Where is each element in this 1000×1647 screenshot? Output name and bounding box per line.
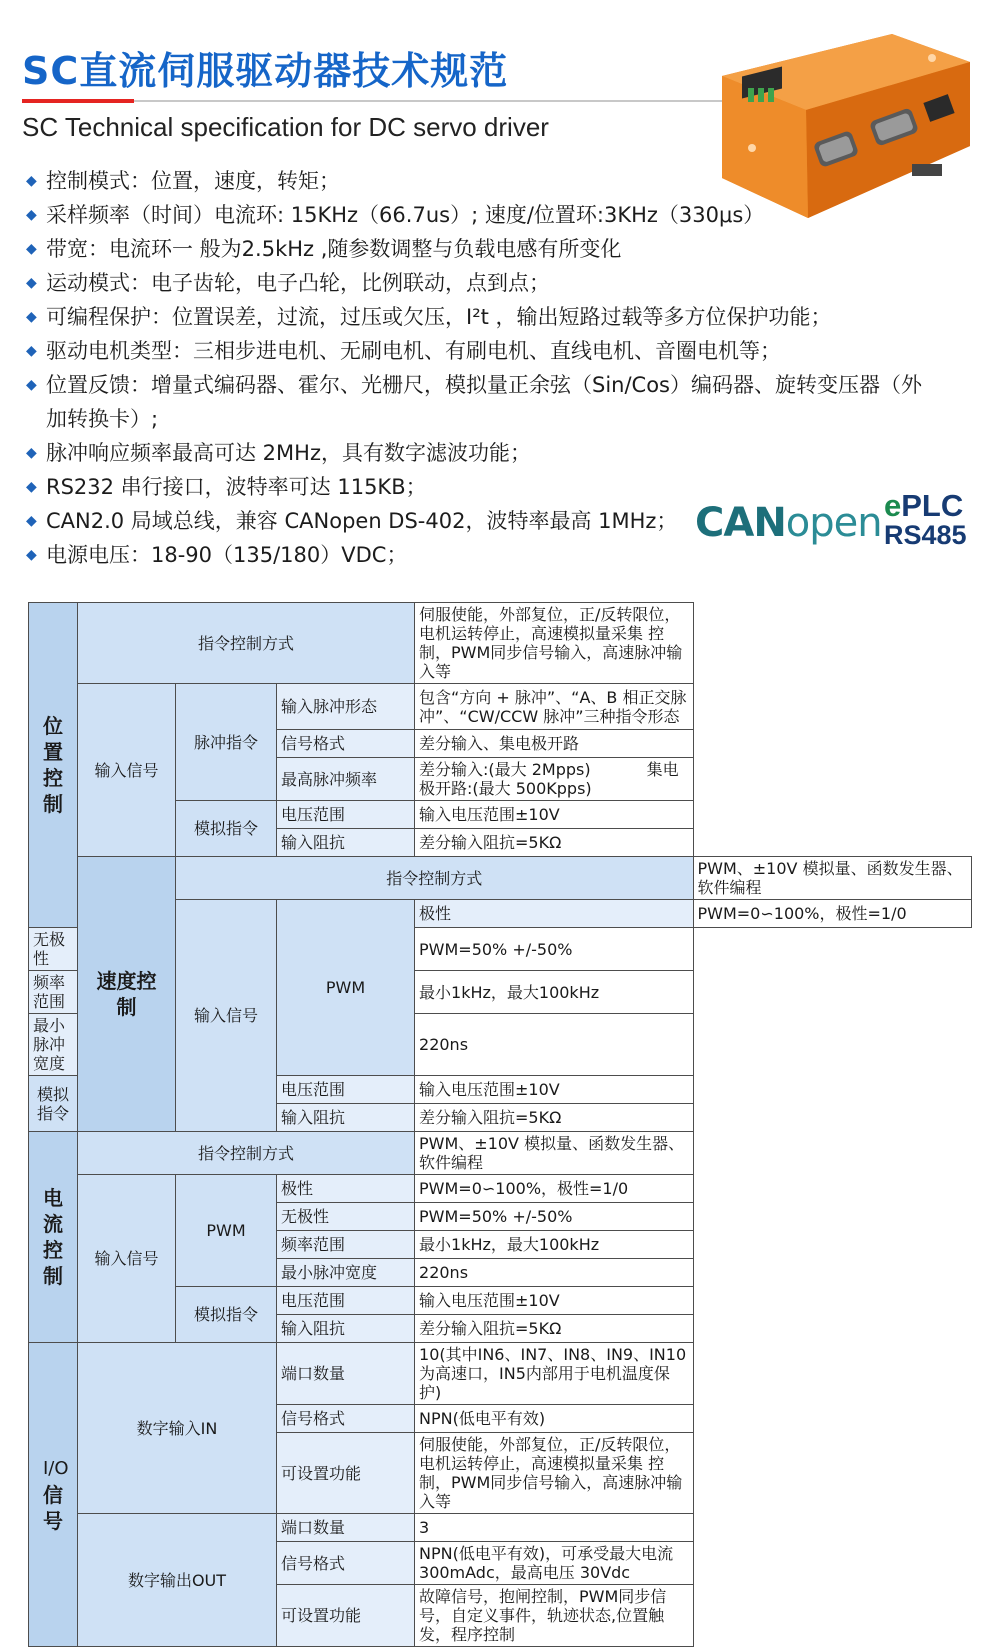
title-divider-accent [22,99,134,103]
feature-item: ◆ 电源电压：18-90（135/180）VDC； [26,538,926,572]
param-name: 输入阻抗 [277,1315,415,1343]
param-value: 最小1kHz，最大100kHz [415,971,693,1014]
table-row [29,603,972,684]
param-value: 差分输入阻抗=5KΩ [415,1104,693,1132]
input-signal-label: 输入信号 [176,900,277,1132]
diamond-bullet-icon: ◆ [26,513,37,529]
param-name: 无极性 [277,1203,415,1231]
pulse-cmd-label: 脉冲指令 [176,684,277,801]
param-value: 伺服使能，外部复位，正/反转限位，电机运转停止，高速模拟量采集 控制，PWM同步信号输入，高速脉冲输入等 [415,1433,693,1514]
param-name: 信号格式 [277,1405,415,1433]
pwm-label: PWM [176,1175,277,1287]
param-value: NPN(低电平有效)，可承受最大电流 300mAdc，最高电压 30Vdc [415,1542,693,1585]
param-name: 输入阻抗 [277,1104,415,1132]
feature-item: ◆ CAN2.0 局域总线，兼容 CANopen DS-402，波特率最高 1MHz； [26,504,926,538]
param-value: 差分输入、集电极开路 [415,730,693,758]
param-name: 无极性 [29,928,78,971]
cmd-mode-label: 指令控制方式 [78,1132,415,1175]
diamond-bullet-icon: ◆ [26,173,37,189]
pwm-label: PWM [277,900,415,1076]
param-name: 信号格式 [277,730,415,758]
diamond-bullet-icon: ◆ [26,547,37,563]
digital-out-label: 数字输出OUT [78,1514,277,1647]
feature-item: ◆ 控制模式：位置，速度，转矩； [26,164,926,198]
param-name: 最小脉冲宽度 [277,1259,415,1287]
analog-cmd-label: 模拟指令 [29,1076,78,1132]
diamond-bullet-icon: ◆ [26,445,37,461]
diamond-bullet-icon: ◆ [26,275,37,291]
page-title: SC直流伺服驱动器技术规范 [22,49,509,93]
param-name: 端口数量 [277,1343,415,1405]
cmd-mode-value: PWM、±10V 模拟量、函数发生器、软件编程 [415,1132,693,1175]
param-value: PWM=50% +/-50% [415,928,693,971]
feature-item: ◆ 采样频率（时间）电流环: 15KHz（66.7us）; 速度/位置环:3KHz（330μs） [26,198,926,232]
cmd-mode-value: PWM、±10V 模拟量、函数发生器、软件编程 [693,857,972,900]
section-speed-control: 速度控制 [78,857,176,1132]
param-name: 输入阻抗 [277,829,415,857]
param-value: PWM=50% +/-50% [415,1203,693,1231]
param-value: 故障信号，抱闸控制，PWM同步信号，自定义事件，轨迹状态,位置触 发，程序控制 [415,1585,693,1647]
param-name: 电压范围 [277,1076,415,1104]
cmd-mode-value: 伺服使能，外部复位，正/反转限位，电机运转停止，高速模拟量采集 控制，PWM同步信号输入，高速脉冲输入等 [415,603,693,684]
diamond-bullet-icon: ◆ [26,479,37,495]
param-name: 可设置功能 [277,1585,415,1647]
param-name: 可设置功能 [277,1433,415,1514]
input-signal-label: 输入信号 [78,684,176,857]
diamond-bullet-icon: ◆ [26,309,37,325]
param-value: 差分输入:(最大 2Mpps) 集电极开路:(最大 500Kpps) [415,758,693,801]
table-row [29,684,972,730]
param-value: 3 [415,1514,693,1542]
param-value: 10(其中IN6、IN7、IN8、IN9、IN10为高速口，IN5内部用于电机温度保护) [415,1343,693,1405]
feature-item: ◆ 运动模式：电子齿轮，电子凸轮，比例联动，点到点； [26,266,926,300]
param-value: 差分输入阻抗=5KΩ [415,1315,693,1343]
table-row [29,1132,972,1175]
param-name: 电压范围 [277,1287,415,1315]
feature-item: ◆ 位置反馈：增量式编码器、霍尔、光栅尺，模拟量正余弦（Sin/Cos）编码器、旋转变压器（外 加转换卡）; [26,368,926,436]
param-value: 最小1kHz，最大100kHz [415,1231,693,1259]
feature-item: ◆ 脉冲响应频率最高可达 2MHz，具有数字滤波功能； [26,436,926,470]
param-name: 输入脉冲形态 [277,684,415,730]
spec-table [28,602,972,1647]
diamond-bullet-icon: ◆ [26,343,37,359]
diamond-bullet-icon: ◆ [26,241,37,257]
param-value: 输入电压范围±10V [415,1287,693,1315]
feature-item: ◆ 可编程保护：位置误差，过流，过压或欠压，I²t ，输出短路过载等多方位保护功能； [26,300,926,334]
param-value: NPN(低电平有效) [415,1405,693,1433]
param-name: 电压范围 [277,801,415,829]
param-name: 频率范围 [277,1231,415,1259]
feature-item: ◆ 驱动电机类型：三相步进电机、无刷电机、有刷电机、直线电机、音圈电机等； [26,334,926,368]
analog-cmd-label: 模拟指令 [176,801,277,857]
param-value: 包含“方向 + 脉冲”、“A、B 相正交脉冲”、“CW/CCW 脉冲”三种指令形态 [415,684,693,730]
param-name: 极性 [277,1175,415,1203]
section-position-control: 位置控制 [29,603,78,928]
param-name: 信号格式 [277,1542,415,1585]
diamond-bullet-icon: ◆ [26,377,37,393]
input-signal-label: 输入信号 [78,1175,176,1343]
param-name: 频率范围 [29,971,78,1014]
param-name: 最高脉冲频率 [277,758,415,801]
canopen-logo: CANopen [695,500,882,546]
eplc-logo: ePLC [884,488,964,523]
table-row [29,1175,972,1203]
param-value: PWM=0∽100%，极性=1/0 [693,900,972,928]
param-name: 极性 [415,900,693,928]
feature-item: ◆ 带宽：电流环一 般为2.5kHz ,随参数调整与负载电感有所变化 [26,232,926,266]
section-current-control: 电流控制 [29,1132,78,1343]
rs485-logo: RS485 [884,520,967,550]
page-subtitle: SC Technical specification for DC servo driver [22,112,549,142]
digital-in-label: 数字输入IN [78,1343,277,1514]
cmd-mode-label: 指令控制方式 [78,603,415,684]
section-io-signal: I/O 信号 [29,1343,78,1647]
table-row [29,857,972,900]
param-value: PWM=0∽100%，极性=1/0 [415,1175,693,1203]
param-value: 输入电压范围±10V [415,801,693,829]
param-value: 输入电压范围±10V [415,1076,693,1104]
param-value: 差分输入阻抗=5KΩ [415,829,693,857]
diamond-bullet-icon: ◆ [26,207,37,223]
feature-item: ◆ RS232 串行接口，波特率可达 115KB； [26,470,926,504]
param-name: 最小脉冲宽度 [29,1014,78,1076]
table-row [29,1514,972,1542]
param-value: 220ns [415,1259,693,1287]
param-value: 220ns [415,1014,693,1076]
analog-cmd-label: 模拟指令 [176,1287,277,1343]
table-row [29,1343,972,1405]
cmd-mode-label: 指令控制方式 [176,857,694,900]
param-name: 端口数量 [277,1514,415,1542]
